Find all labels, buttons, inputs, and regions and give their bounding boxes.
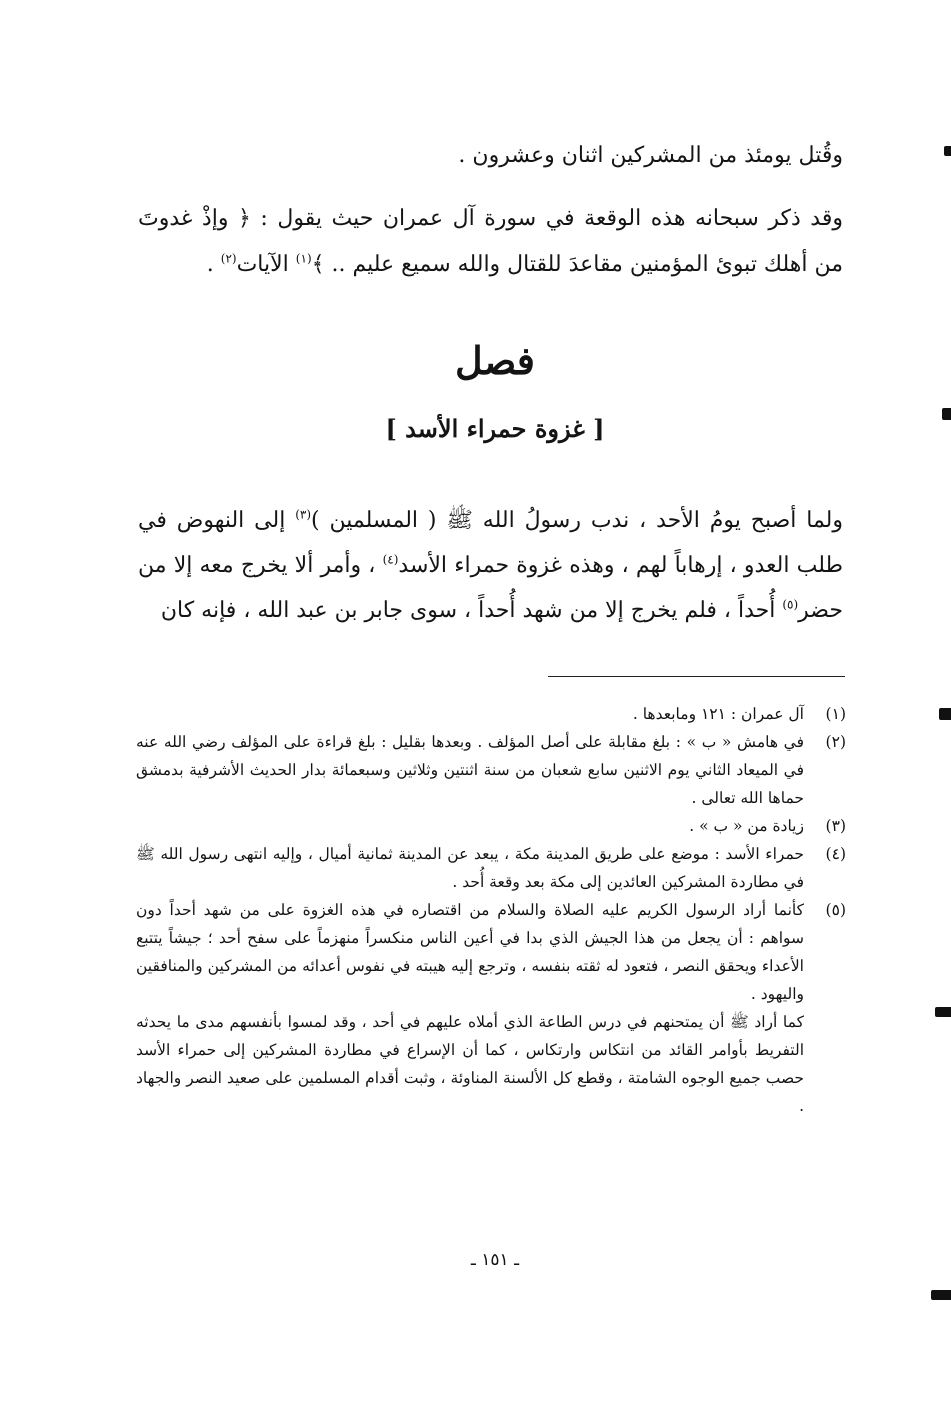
- footnotes: [136, 700, 846, 1120]
- footnote-text: زيادة من « ب » .: [689, 817, 804, 835]
- footnote-divider: [548, 676, 845, 677]
- scan-edge-mark: [942, 408, 951, 420]
- footnote-number: (١): [825, 705, 846, 723]
- paragraph-text: إلى النهوض في طلب العدو ، إرهاباً لهم ، وهذه غزوة حمراء الأسد: [138, 508, 843, 578]
- footnote-ref: (٢): [220, 251, 237, 266]
- paragraph-text: ولما أصبح يومُ الأحد ، ندب رسولُ الله ﷺ ( المسلمين ): [311, 508, 843, 533]
- scan-edge-mark: [935, 1007, 951, 1017]
- footnote-text: آل عمران : ١٢١ ومابعدها .: [632, 705, 804, 723]
- scan-edge-mark: [931, 1290, 951, 1300]
- paragraph-text: .: [206, 252, 221, 277]
- footnote-2: [136, 728, 846, 812]
- footnote-ref: (٤): [382, 552, 399, 567]
- page-number: ـ ١٥١ ـ: [470, 1250, 520, 1270]
- footnote-5-continuation: كما أراد ﷺ أن يمتحنهم في درس الطاعة الذي أملاه عليهم في أحد ، وقد لمسوا بأنفسهم مدى ما يحدثه التفريط بأوامر القائد من انتكاس وارتكاس ، كما أن الإسراع في مطاردة المشركين إلى حمراء الأسد حصب جميع الوجوه الشامتة ، وقطع كل الألسنة المناوئة ، وثبت أقدام المسلمين على صعيد النصر والجهاد .: [136, 1013, 804, 1115]
- body-paragraph-1: [138, 134, 843, 177]
- section-subtitle: [ غزوة حمراء الأسد ]: [385, 414, 605, 443]
- footnote-ref: (١): [295, 251, 312, 266]
- scan-edge-mark: [939, 708, 951, 720]
- paragraph-text: الآيات: [236, 252, 296, 277]
- footnote-number: (٢): [825, 733, 846, 751]
- paragraph-text: أُحداً ، فلم يخرج إلا من شهد أُحداً ، سوى جابر بن عبد الله ، فإنه كان: [160, 598, 783, 623]
- footnote-ref: (٥): [782, 597, 799, 612]
- footnote-text: في هامش « ب » : بلغ مقابلة على أصل المؤلف . وبعدها بقليل : بلغ قراءة على المؤلف رضي الله عنه في الميعاد الثاني يوم الاثنين سابع شعبان من سنة اثنتين وثلاثين وسبعمائة بدار الحديث الأشرفية بدمشق حماها الله تعالى .: [136, 733, 804, 807]
- footnote-text: كأنما أراد الرسول الكريم عليه الصلاة والسلام من اقتصاره في هذه الغزوة على من شهد أحداً دون سواهم : أن يجعل من هذا الجيش الذي بدا في أعين الناس منكسراً منهزماً على سفح أحد ؛ جيشاً يتتبع الأعداء ويحقق النصر ، فتعود له ثقته بنفسه ، وترجع إليه هيبته في نفوس أعدائه من المشركين والمنافقين واليهود .: [136, 901, 805, 1003]
- footnote-number: (٣): [825, 817, 846, 835]
- body-paragraph-3: [138, 498, 843, 633]
- footnote-text: حمراء الأسد : موضع على طريق المدينة مكة ، يبعد عن المدينة ثمانية أميال ، وإليه انتهى رسول الله ﷺ في مطاردة المشركين العائدين إلى مكة بعد وقعة أُحد .: [136, 845, 804, 891]
- scan-edge-mark: [944, 146, 951, 156]
- footnote-ref: (٣): [295, 507, 312, 522]
- paragraph-text: ، وأمر ألا يخرج معه إلا من حضر: [138, 553, 843, 623]
- footnote-4: [136, 840, 846, 896]
- footnote-number: (٤): [825, 845, 846, 863]
- section-title: فصل: [455, 338, 535, 383]
- paragraph-text: وقُتل يومئذ من المشركين اثنان وعشرون .: [458, 143, 843, 168]
- paragraph-text: وقد ذكر سبحانه هذه الوقعة في سورة آل عمران حيث يقول : ﴿ وإذْ غدوتَ من أهلك تبوئ المؤمنين مقاعدَ للقتال والله سميع عليم .. ﴾: [138, 206, 843, 277]
- footnote-1: [136, 700, 846, 728]
- footnote-3: [136, 812, 846, 840]
- footnote-number: (٥): [825, 901, 846, 919]
- footnote-5: [136, 896, 846, 1008]
- body-paragraph-2: [138, 196, 843, 288]
